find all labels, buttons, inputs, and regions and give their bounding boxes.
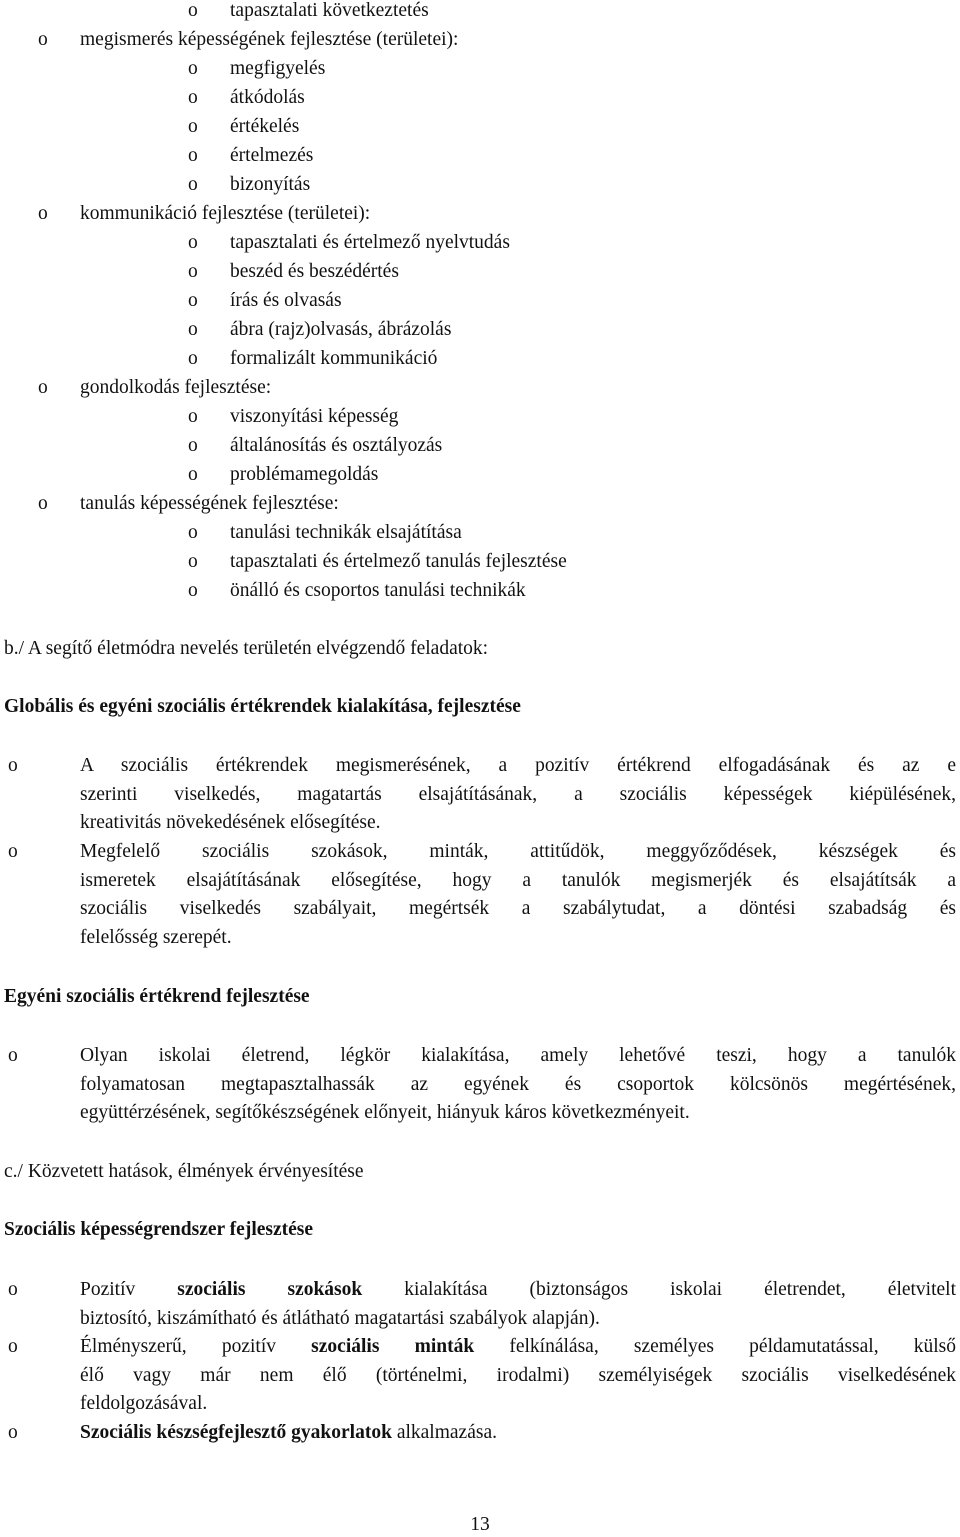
bullet: o [188,58,198,79]
paragraph-school-life: Olyan iskolai életrend, légkör kialakítása, amely lehetővé teszi, hogy a tanulók folyamatosan megtapasztalhassák az egyének és csoportok kölcsönös megértésének, együttérzésének, segítőkészségének előnyeit, hiányuk káros következményeit. [80,1045,956,1124]
bullet: o [8,841,18,862]
bullet: o [188,232,198,253]
bullet: o [8,1422,18,1443]
bullet: o [38,493,48,514]
bullet: o [188,406,198,427]
paragraph-social-values: A szociális értékrendek megismerésének, a pozitív értékrend elfogadásának és az e szerinti viselkedés, magatartás elsajátításának, a szociális képességek kiépülésének, kreativitás növekedésének elősegítése. [80,755,956,834]
bullet: o [188,464,198,485]
bullet: o [188,290,198,311]
bullet: o [188,522,198,543]
bullet: o [188,348,198,369]
bullet: o [188,319,198,340]
paragraph-skill-exercises: Szociális készségfejlesztő gyakorlatok alkalmazása. [80,1422,497,1443]
bullet: o [8,1279,18,1300]
bullet: o [188,0,198,21]
paragraph-social-habits: Megfelelő szociális szokások, minták, attitűdök, meggyőződések, készségek és ismeretek elsajátításának elősegítése, hogy a tanulók megismerjék és elsajátítsák a szociális viselkedés szabályait, megértsék a szabálytudat, a döntési szabadság és felelősség szerepét. [80,841,956,949]
bullet: o [8,755,18,776]
page-number: 13 [470,1514,490,1535]
bullet: o [188,116,198,137]
bullet: o [188,580,198,601]
bullet: o [38,377,48,398]
bullet: o [188,87,198,108]
heading-social-skills: Szociális képességrendszer fejlesztése [4,1219,314,1240]
heading-global-values: Globális és egyéni szociális értékrendek kialakítása, fejlesztése [4,696,521,717]
bullet: o [188,174,198,195]
bullet: o [188,145,198,166]
bullet: o [188,551,198,572]
bullet: o [8,1045,18,1066]
section-c-title: c./ Közvetett hatások, élmények érvényesítése [4,1161,364,1182]
bullet: o [188,435,198,456]
paragraph-social-models: Élményszerű, pozitív szociális minták felkínálása, személyes példamutatással, külső élő vagy már nem élő (történelmi, irodalmi) személyiségek szociális viselkedésének feldolgozásával. [80,1336,957,1415]
bullet: o [38,203,48,224]
section-b-title: b./ A segítő életmódra nevelés területén elvégzendő feladatok: [4,638,489,659]
document-page: o tapasztalati következtetés o megismerés képességének fejlesztése (területei): o megfigyelés o átkódolás o értékelés o értelmezés o bizonyítás o kommunikáció fejlesztése (területei): o tapasztalati és értelmező nyelvtudás o beszéd és beszédértés o írás és olvasás o ábra (rajz)olvasás, ábrázolás o formalizált kommunikáció o gondolkodás fejlesztése: o viszonyítási képesség o általánosítás és osztályozás o problémamegoldás o tanulás képességének fejlesztése: o tanulási technikák elsajátítása o tapasztalati és értelmező tanulás fejlesztése o önálló és csoportos tanulási technikák b./ A segítő életmódra nevelés területén elvégzendő feladatok: Globális és egyéni szociális értékrendek kialakítása, fejlesztése o A szociális értékrendek megismerésének, a pozitív értékrend elfogadásának és az e szerinti viselkedés, magatartás elsajátításának, a szociális képességek kiépülésének, kreativitás növekedésének elősegítése. o Megfelelő szociális szokások, minták, attitűdök, meggyőződések, készségek és ismeretek elsajátításának elősegítése, hogy a tanulók megismerjék és elsajátítsák a szociális viselkedés szabályait, megértsék a szabálytudat, a döntési szabadság és felelősség szerepét. Egyéni szociális értékrend fejlesztése o Olyan iskolai életrend, légkör kialakítása, amely lehetővé teszi, hogy a tanulók folyamatosan megtapasztalhassák az egyének és csoportok kölcsönös megértésének, együttérzésének, segítőkészségének előnyeit, hiányuk káros következményeit. c./ Közvetett hatások, élmények érvényesítése Szociális képességrendszer fejlesztése o Pozitív szociális szokások kialakítása (biztonságos iskolai életrendet, életvitelt biztosító, kiszámítható és átlátható magatartási szabályok alapján). o Élményszerű, pozitív szociális minták felkínálása, személyes példamutatással, külső élő vagy már nem élő (történelmi, irodalmi) személyiségek szociális viselkedésének feldolgozásával. o Szociális készségfejlesztő gyakorlatok alkalmazása. 13 [0,0,960,1537]
paragraph-positive-habits: Pozitív szociális szokások kialakítása (biztonságos iskolai életrendet, életvitelt biztosító, kiszámítható és átlátható magatartási szabályok alapján). [80,1279,957,1329]
bullet: o [188,261,198,282]
bullet: o [8,1336,18,1357]
heading-individual-values: Egyéni szociális értékrend fejlesztése [4,986,310,1007]
bullet: o [38,29,48,50]
